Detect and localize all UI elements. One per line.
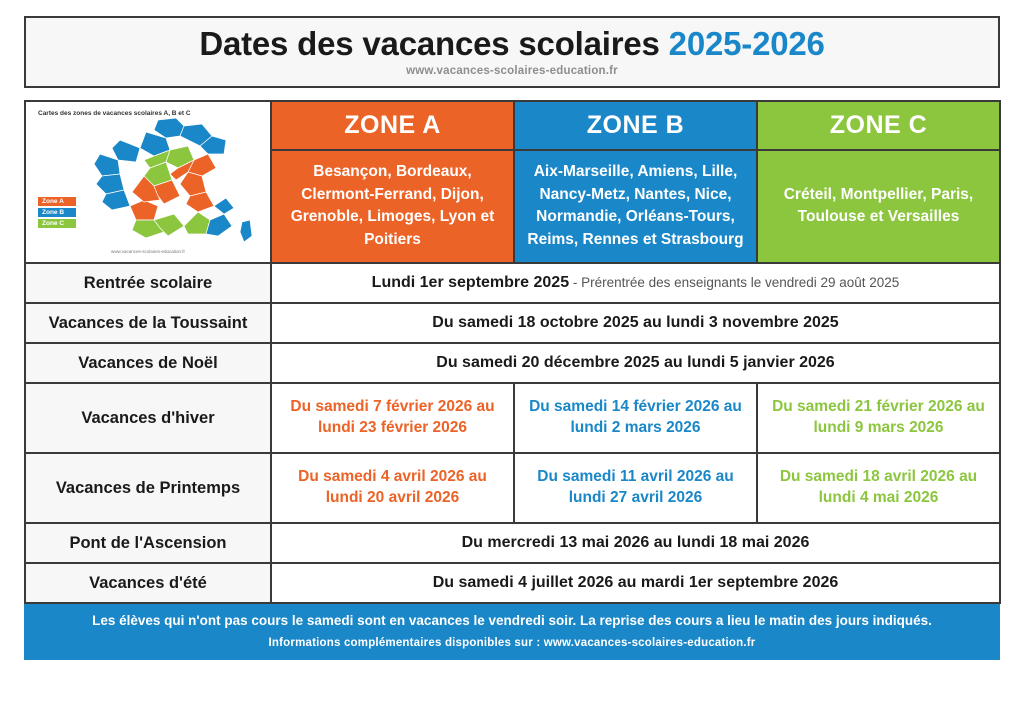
zones-map — [25, 101, 271, 263]
table-row — [25, 453, 1000, 523]
table-row — [25, 303, 1000, 343]
map-legend-zone-c: Zone C — [38, 219, 76, 228]
map-credit: www.vacances-scolaires-education.fr — [110, 249, 186, 254]
row-value-hiver-zone-a: Du samedi 7 février 2026 au lundi 23 février 2026 — [271, 383, 514, 453]
zone-a-cities: Besançon, Bordeaux, Clermont-Ferrand, Dijon, Grenoble, Limoges, Lyon et Poitiers — [271, 150, 514, 263]
row-label-rentree: Rentrée scolaire — [25, 263, 271, 303]
page-title — [199, 24, 825, 62]
row-value-ascension: Du mercredi 13 mai 2026 au lundi 18 mai 2026 — [271, 523, 1000, 563]
page-title-main: Dates des vacances scolaires — [199, 24, 669, 62]
row-value-ete: Du samedi 4 juillet 2026 au mardi 1er septembre 2026 — [271, 563, 1000, 603]
row-value-printemps-zone-a: Du samedi 4 avril 2026 au lundi 20 avril 2026 — [271, 453, 514, 523]
table-row — [25, 383, 1000, 453]
zone-a-header: ZONE A — [271, 101, 514, 150]
row-label-noel: Vacances de Noël — [25, 343, 271, 383]
footer-line-1: Les élèves qui n'ont pas cours le samedi sont en vacances le vendredi soir. La reprise des cours a lieu le matin des jours indiqués. — [92, 613, 932, 628]
row-value-printemps-zone-c: Du samedi 18 avril 2026 au lundi 4 mai 2026 — [757, 453, 1000, 523]
france-map-icon — [84, 114, 262, 252]
row-label-toussaint: Vacances de la Toussaint — [25, 303, 271, 343]
row-value-noel: Du samedi 20 décembre 2025 au lundi 5 janvier 2026 — [271, 343, 1000, 383]
row-value-toussaint: Du samedi 18 octobre 2025 au lundi 3 novembre 2025 — [271, 303, 1000, 343]
page-header — [24, 16, 1000, 88]
footer-note — [24, 604, 1000, 660]
map-legend-zone-a: Zone A — [38, 197, 76, 206]
map-title: Cartes des zones de vacances scolaires A, B et C — [38, 110, 191, 117]
table-row — [25, 343, 1000, 383]
table-row — [25, 263, 1000, 303]
map-box — [32, 106, 264, 258]
zone-b-cities: Aix-Marseille, Amiens, Lille, Nancy-Metz, Nantes, Nice, Normandie, Orléans-Tours, Reims, Rennes et Strasbourg — [514, 150, 757, 263]
row-label-hiver: Vacances d'hiver — [25, 383, 271, 453]
map-legend-zone-b: Zone B — [38, 208, 76, 217]
map-legend — [38, 197, 76, 230]
row-label-printemps: Vacances de Printemps — [25, 453, 271, 523]
site-url: www.vacances-scolaires-education.fr — [406, 65, 618, 78]
table-row-zone-headers — [25, 101, 1000, 150]
footer-line-2: Informations complémentaires disponibles sur : www.vacances-scolaires-education.fr — [268, 636, 756, 649]
row-value-hiver-zone-c: Du samedi 21 février 2026 au lundi 9 mars 2026 — [757, 383, 1000, 453]
row-value-hiver-zone-b: Du samedi 14 février 2026 au lundi 2 mars 2026 — [514, 383, 757, 453]
school-holidays-table — [24, 100, 1001, 604]
table-row — [25, 563, 1000, 603]
row-label-ete: Vacances d'été — [25, 563, 271, 603]
page-title-years: 2025-2026 — [668, 24, 825, 62]
row-value-strong: Lundi 1er septembre 2025 — [371, 274, 570, 291]
zone-c-cities: Créteil, Montpellier, Paris, Toulouse et Versailles — [757, 150, 1000, 263]
zone-c-header: ZONE C — [757, 101, 1000, 150]
table-row — [25, 523, 1000, 563]
zone-b-header: ZONE B — [514, 101, 757, 150]
row-label-ascension: Pont de l'Ascension — [25, 523, 271, 563]
row-value-printemps-zone-b: Du samedi 11 avril 2026 au lundi 27 avril 2026 — [514, 453, 757, 523]
row-value-rentree — [271, 263, 1000, 303]
row-value-muted: - Prérentrée des enseignants le vendredi 29 août 2025 — [569, 275, 900, 290]
